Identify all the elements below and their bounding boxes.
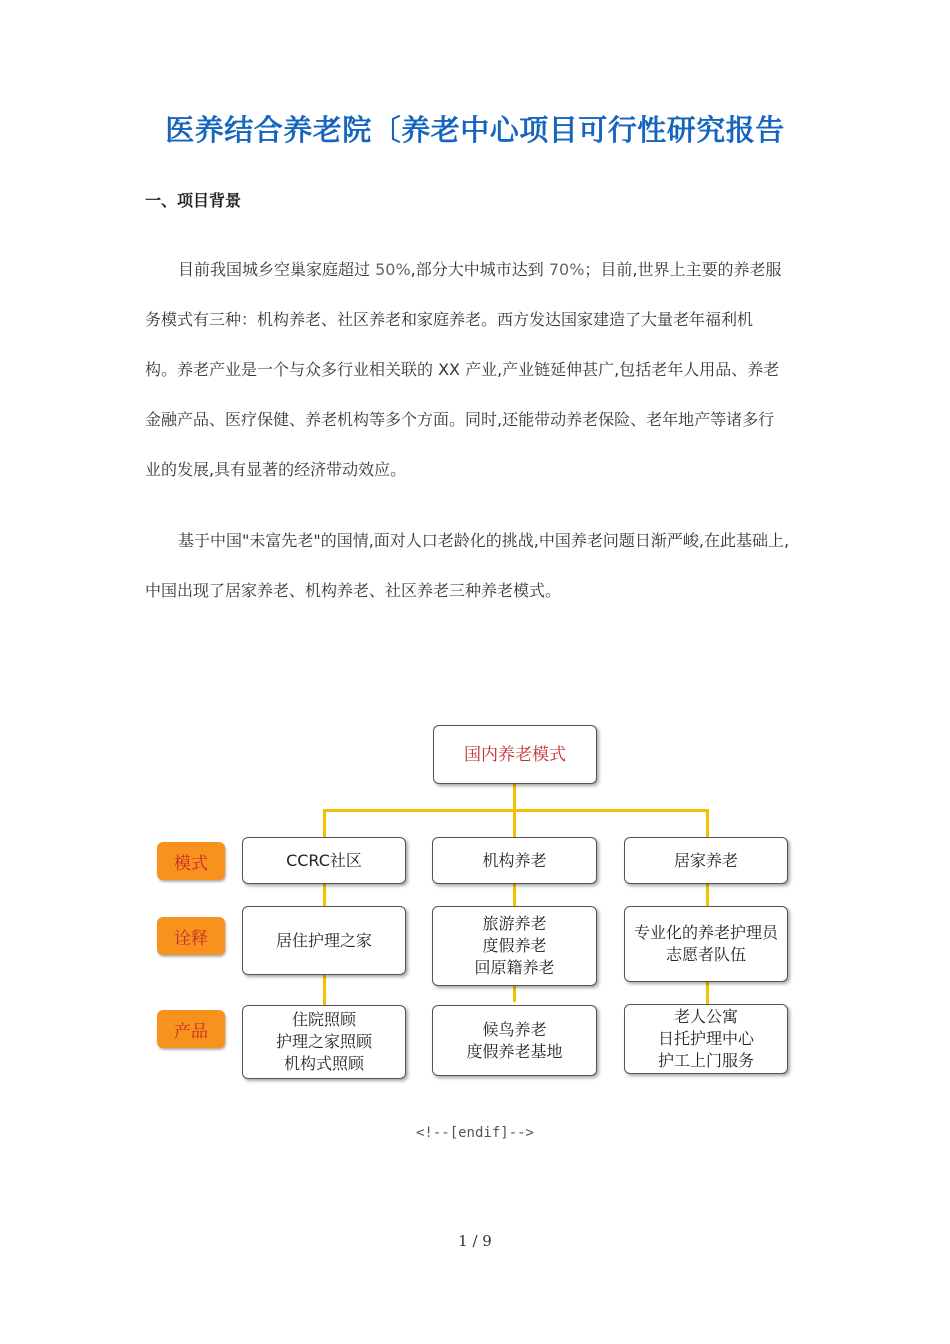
explain-node-ccrc xyxy=(242,906,406,975)
text-run: ,部分大中城市达到 xyxy=(410,260,549,279)
tag-mode: 模式 xyxy=(157,842,225,880)
explain-label: 居住护理之家 xyxy=(275,930,372,950)
connector-col1-row3 xyxy=(323,975,326,1005)
connector-col3-row2 xyxy=(706,884,709,906)
product-label: 老人公寓 xyxy=(673,1007,738,1026)
section-heading: 一、项目背景 xyxy=(145,191,242,210)
explain-label: 度假养老 xyxy=(482,936,547,955)
document-title: 医养结合养老院〔养老中心项目可行性研究报告 xyxy=(165,113,785,147)
product-label: 护理之家照顾 xyxy=(275,1032,372,1051)
explain-node-home xyxy=(624,906,788,982)
paragraph-line: 务模式有三种：机构养老、社区养老和家庭养老。西方发达国家建造了大量老年福利机 xyxy=(145,310,754,329)
percent-value: 70% xyxy=(548,260,585,279)
explain-label: 旅游养老 xyxy=(482,914,547,933)
product-label: 候鸟养老 xyxy=(482,1019,547,1039)
percent-value: 50% xyxy=(375,260,411,279)
paragraph-line: 构。养老产业是一个与众多行业相关联的 XX 产业,产业链延伸甚广,包括老年人用品、养老 xyxy=(145,360,780,379)
root-node xyxy=(433,725,597,784)
product-label: 日托护理中心 xyxy=(657,1029,754,1048)
product-label: 护工上门服务 xyxy=(657,1051,754,1070)
conditional-comment-text: <!--[endif]--> xyxy=(415,1125,534,1141)
connector-col3 xyxy=(706,809,709,837)
paragraph-line: 业的发展,具有显著的经济带动效应。 xyxy=(145,460,407,479)
paragraph-line: 金融产品、医疗保健、养老机构等多个方面。同时,还能带动养老保险、老年地产等诸多行 xyxy=(145,410,775,429)
connector-col3-row3 xyxy=(706,982,709,1004)
explain-node-institution xyxy=(432,906,597,986)
tag-product: 产品 xyxy=(157,1010,225,1048)
connector-horizontal xyxy=(323,809,708,812)
mode-label: 机构养老 xyxy=(482,850,547,870)
paragraph-line: 中国出现了居家养老、机构养老、社区养老三种养老模式。 xyxy=(145,581,562,600)
mode-label: CCRC社区 xyxy=(286,850,362,870)
product-label: 机构式照顾 xyxy=(283,1054,364,1073)
explain-label: 回原籍养老 xyxy=(474,958,555,977)
product-node-institution xyxy=(432,1005,597,1076)
page-number: 1 / 9 xyxy=(458,1232,492,1250)
mode-node-home xyxy=(624,837,788,884)
connector-col1-row2 xyxy=(323,884,326,906)
product-label: 度假养老基地 xyxy=(466,1041,563,1061)
paragraph-line: 基于中国"未富先老"的国情,面对人口老龄化的挑战,中国养老问题日渐严峻,在此基础上, xyxy=(178,531,790,550)
mode-node-institution xyxy=(432,837,597,884)
root-label: 国内养老模式 xyxy=(464,744,566,765)
product-label: 住院照顾 xyxy=(291,1010,356,1029)
text-run: ；目前,世界上主要的养老服 xyxy=(584,260,782,279)
text-run: 目前我国城乡空巢家庭超过 xyxy=(178,260,376,279)
mode-label: 居家养老 xyxy=(673,850,738,870)
connector-col1 xyxy=(323,809,326,837)
mode-node-ccrc xyxy=(242,837,406,884)
product-node-home xyxy=(624,1004,788,1074)
explain-label: 专业化的养老护理员 xyxy=(633,923,778,942)
product-node-ccrc xyxy=(242,1005,406,1079)
tag-explain: 诠释 xyxy=(157,917,225,955)
explain-label: 志愿者队伍 xyxy=(665,945,746,964)
